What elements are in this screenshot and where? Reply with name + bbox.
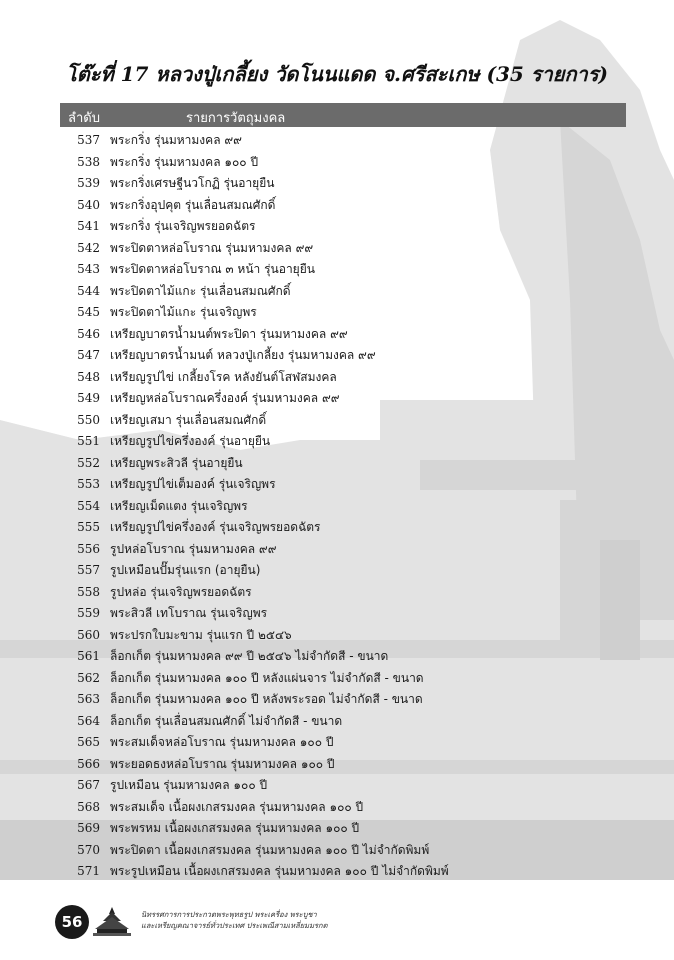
row-item: พระกริ่งอุปคุต รุ่นเลื่อนสมณศักดิ์: [110, 197, 276, 212]
row-item: พระปิดตาหล่อโบราณ รุ่นมหามงคล ๙๙: [110, 240, 314, 255]
row-item: พระกริ่ง รุ่นเจริญพรยอดฉัตร: [110, 219, 256, 233]
row-number: 537: [77, 133, 100, 147]
row-item: พระกริ่ง รุ่นมหามงคล ๙๙: [110, 133, 242, 147]
table-row: [60, 345, 626, 367]
row-number: 549: [77, 391, 100, 405]
table-row: [60, 496, 626, 518]
row-number: 547: [77, 348, 100, 362]
page-number: 56: [55, 905, 89, 939]
row-number: 569: [77, 821, 100, 835]
row-item: รูปหล่อ รุ่นเจริญพรยอดฉัตร: [110, 584, 252, 599]
table-row: [60, 711, 626, 733]
temple-logo-icon: [91, 905, 133, 939]
row-item: พระกริ่งเศรษฐีนวโกฏิ รุ่นอายุยืน: [110, 176, 275, 190]
table-row: [60, 754, 626, 776]
table-row: [60, 668, 626, 690]
table-row: [60, 646, 626, 668]
amulet-list: [60, 130, 626, 883]
footer-caption: [141, 909, 371, 931]
row-item: เหรียญบาตรน้ำมนต์พระปิดา รุ่นมหามงคล ๙๙: [110, 326, 348, 341]
row-item: พระกริ่ง รุ่นมหามงคล ๑๐๐ ปี: [110, 154, 259, 169]
row-number: 539: [77, 176, 100, 190]
row-item: เหรียญพระสิวลี รุ่นอายุยืน: [110, 455, 243, 470]
table-row: [60, 130, 626, 152]
table-row: [60, 474, 626, 496]
table-row: [60, 732, 626, 754]
column-header-number: ลำดับ: [68, 111, 100, 126]
row-number: 559: [77, 606, 100, 620]
column-header-item: รายการวัตถุมงคล: [186, 111, 286, 126]
row-item: พระพรหม เนื้อผงเกสรมงคล รุ่นมหามงคล ๑๐๐ ปี: [110, 821, 360, 835]
row-number: 565: [77, 735, 100, 749]
table-row: [60, 689, 626, 711]
row-item: พระปิดตาหล่อโบราณ ๓ หน้า รุ่นอายุยืน: [110, 262, 315, 276]
row-item: ล็อกเก็ต รุ่นมหามงคล ๑๐๐ ปี หลังพระรอด ไม่จำกัดสี - ขนาด: [110, 692, 423, 706]
table-row: [60, 861, 626, 883]
table-row: [60, 152, 626, 174]
row-number: 561: [77, 649, 100, 663]
row-number: 564: [77, 713, 100, 728]
row-item: รูปเหมือนปั๊มรุ่นแรก (อายุยืน): [110, 563, 261, 577]
row-number: 557: [77, 563, 100, 577]
table-row: [60, 818, 626, 840]
row-item: เหรียญบาตรน้ำมนต์ หลวงปู่เกลี้ยง รุ่นมหามงคล ๙๙: [110, 348, 376, 362]
table-row: [60, 216, 626, 238]
row-number: 551: [77, 434, 100, 448]
row-number: 550: [77, 412, 100, 427]
table-row: [60, 238, 626, 260]
row-number: 540: [77, 197, 100, 212]
row-item: พระปิดตา เนื้อผงเกสรมงคล รุ่นมหามงคล ๑๐๐ ปี ไม่จำกัดพิมพ์: [110, 842, 430, 857]
row-number: 554: [77, 498, 100, 513]
row-number: 567: [77, 778, 100, 792]
row-item: พระปรกใบมะขาม รุ่นแรก ปี ๒๕๔๖: [110, 627, 292, 642]
row-number: 555: [77, 520, 100, 534]
row-item: พระรูปเหมือน เนื้อผงเกสรมงคล รุ่นมหามงคล ๑๐๐ ปี ไม่จำกัดพิมพ์: [110, 864, 449, 878]
table-row: [60, 173, 626, 195]
row-item: พระสมเด็จหล่อโบราณ รุ่นมหามงคล ๑๐๐ ปี: [110, 735, 334, 749]
row-number: 538: [77, 154, 100, 169]
table-row: [60, 775, 626, 797]
row-number: 562: [77, 670, 100, 685]
row-number: 548: [77, 369, 100, 384]
row-number: 541: [77, 219, 100, 233]
row-number: 544: [77, 283, 100, 298]
row-item: พระยอดธงหล่อโบราณ รุ่นมหามงคล ๑๐๐ ปี: [110, 756, 335, 771]
table-row: [60, 324, 626, 346]
row-number: 553: [77, 477, 100, 491]
page-title: โต๊ะที่ 17 หลวงปู่เกลี้ยง วัดโนนแดด จ.ศรีสะเกษ (35 รายการ): [66, 62, 608, 86]
row-item: เหรียญเม็ดแตง รุ่นเจริญพร: [110, 498, 248, 513]
row-item: พระสมเด็จ เนื้อผงเกสรมงคล รุ่นมหามงคล ๑๐๐ ปี: [110, 799, 364, 814]
table-row: [60, 302, 626, 324]
row-item: ล็อกเก็ต รุ่นมหามงคล ๙๙ ปี ๒๕๔๖ ไม่จำกัดสี - ขนาด: [110, 649, 389, 663]
table-row: [60, 625, 626, 647]
row-number: 543: [77, 262, 100, 276]
table-row: [60, 367, 626, 389]
row-item: เหรียญหล่อโบราณครึ่งองค์ รุ่นมหามงคล ๙๙: [110, 391, 340, 405]
table-row: [60, 195, 626, 217]
row-number: 558: [77, 584, 100, 599]
table-row: [60, 517, 626, 539]
row-number: 570: [77, 842, 100, 857]
row-number: 571: [77, 864, 100, 878]
row-item: พระสิวลี เทโบราณ รุ่นเจริญพร: [110, 606, 268, 620]
footer-caption-line: และเหรียญคณาจารย์ทั่วประเทศ ประเพณีสามเหลี่ยมมรกต: [141, 921, 328, 930]
table-row: [60, 410, 626, 432]
table-row: [60, 797, 626, 819]
table-row: [60, 388, 626, 410]
table-row: [60, 431, 626, 453]
row-item: เหรียญเสมา รุ่นเลื่อนสมณศักดิ์: [110, 412, 267, 427]
row-number: 552: [77, 455, 100, 470]
row-item: รูปเหมือน รุ่นมหามงคล ๑๐๐ ปี: [110, 778, 268, 792]
row-item: เหรียญรูปไข่ครึ่งองค์ รุ่นเจริญพรยอดฉัตร: [110, 520, 321, 534]
row-item: ล็อกเก็ต รุ่นมหามงคล ๑๐๐ ปี หลังแผ่นจาร ไม่จำกัดสี - ขนาด: [110, 670, 424, 685]
table-row: [60, 582, 626, 604]
row-item: เหรียญรูปไข่ เกลี้ยงโรค หลังยันต์โสฬสมงคล: [110, 369, 337, 384]
table-row: [60, 560, 626, 582]
table-row: [60, 840, 626, 862]
row-item: พระปิดตาไม้แกะ รุ่นเลื่อนสมณศักดิ์: [110, 283, 291, 298]
table-row: [60, 603, 626, 625]
table-row: [60, 259, 626, 281]
table-row: [60, 281, 626, 303]
row-item: เหรียญรูปไข่ครึ่งองค์ รุ่นอายุยืน: [110, 434, 271, 448]
table-row: [60, 539, 626, 561]
row-number: 542: [77, 240, 100, 255]
row-item: รูปหล่อโบราณ รุ่นมหามงคล ๙๙: [110, 541, 277, 556]
row-item: เหรียญรูปไข่เต็มองค์ รุ่นเจริญพร: [110, 477, 276, 491]
footer-caption-line: นิทรรศการการประกวดพระพุทธรูป พระเครื่อง พระบูชา: [141, 910, 317, 919]
row-item: พระปิดตาไม้แกะ รุ่นเจริญพร: [110, 305, 257, 319]
row-number: 546: [77, 326, 100, 341]
row-number: 545: [77, 305, 100, 319]
row-number: 560: [77, 627, 100, 642]
table-row: [60, 453, 626, 475]
row-item: ล็อกเก็ต รุ่นเลื่อนสมณศักดิ์ ไม่จำกัดสี - ขนาด: [110, 713, 343, 728]
row-number: 556: [77, 541, 100, 556]
table-header: [60, 103, 626, 127]
row-number: 563: [77, 692, 100, 706]
row-number: 568: [77, 799, 100, 814]
row-number: 566: [77, 756, 100, 771]
